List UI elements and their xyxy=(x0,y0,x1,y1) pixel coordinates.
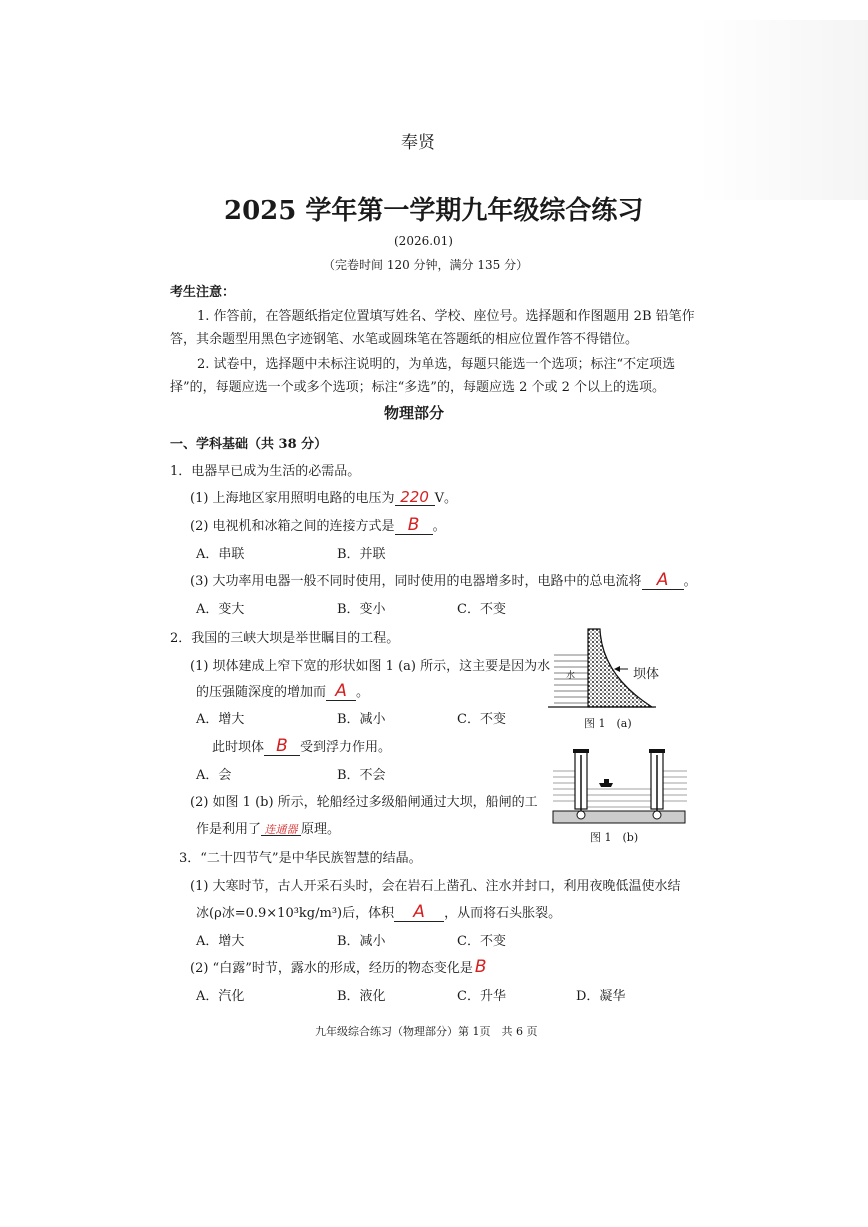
q2-s1-option-a: A．增大 xyxy=(196,712,245,727)
region-label: 奉贤 xyxy=(401,133,435,153)
q2-s1b-answer: B xyxy=(264,738,300,756)
page-footer: 九年级综合练习（物理部分）第 1页 共 6 页 xyxy=(315,1025,538,1038)
q1-s1: (1) 上海地区家用照明电路的电压为 220 V。 xyxy=(190,488,457,506)
q2-s2-line1: (2) 如图 1 (b) 所示，轮船经过多级船闸通过大坝，船闸的工 xyxy=(190,795,538,810)
q3-s2-option-b: B．液化 xyxy=(337,989,386,1004)
q2-s1-answer: A xyxy=(326,683,356,701)
q3-s2-answer: B xyxy=(474,957,487,977)
q2-s1-option-b: B．减小 xyxy=(337,712,386,727)
figure-1a-caption: 图 1 (a) xyxy=(584,717,632,730)
q3-s2-option-a: A．汽化 xyxy=(196,989,245,1004)
q2-s2-answer: 连通器 xyxy=(261,824,301,836)
figure-1a-water-label: 水 xyxy=(566,671,576,681)
q2-s1b-option-a: A．会 xyxy=(196,768,232,783)
q1-s3-option-c: C．不变 xyxy=(457,602,506,617)
exam-date: (2026.01) xyxy=(394,234,453,248)
q3-s1-option-b: B．减小 xyxy=(337,934,386,949)
notice-heading: 考生注意： xyxy=(170,285,236,300)
q1-s3: (3) 大功率用电器一般不同时使用，同时使用的电器增多时，电路中的总电流将 A 。 xyxy=(190,570,697,590)
q2-s1-line2: 的压强随深度的增加而 A 。 xyxy=(196,681,370,701)
exam-duration: （完卷时间 120 分钟，满分 135 分） xyxy=(323,258,529,272)
q3-s2: (2) “白露”时节，露水的形成，经历的物态变化是 B xyxy=(190,957,487,977)
q2-s1b-option-b: B．不会 xyxy=(337,768,386,783)
q2-s1-line1: (1) 坝体建成上窄下宽的形状如图 1 (a) 所示，这主要是因为水 xyxy=(190,659,551,674)
q3-s1-option-a: A．增大 xyxy=(196,934,245,949)
q1-s1-answer: 220 xyxy=(395,490,435,506)
figure-1b-ship-lock xyxy=(551,749,689,827)
q1-s2-option-a: A．串联 xyxy=(196,547,245,562)
q1-s3-option-b: B．变小 xyxy=(337,602,386,617)
q3-s2-option-c: C．升华 xyxy=(457,989,506,1004)
q1-stem: 1．电器早已成为生活的必需品。 xyxy=(170,464,361,479)
q3-s1-line1: (1) 大寒时节，古人开采石头时，会在岩石上凿孔、注水并封口，利用夜晚低温使水结 xyxy=(190,879,681,894)
q3-s1-option-c: C．不变 xyxy=(457,934,506,949)
q2-s2-line2: 作是利用了 连通器 原理。 xyxy=(196,822,341,837)
q1-s3-answer: A xyxy=(642,572,684,590)
q3-s1-line2: 冰(ρ冰=0.9×10³kg/m³)后，体积 A ，从而将石头胀裂。 xyxy=(196,902,562,922)
q1-s2-option-b: B．并联 xyxy=(337,547,386,562)
q1-s3-option-a: A．变大 xyxy=(196,602,245,617)
figure-1b-caption: 图 1 (b) xyxy=(590,831,639,844)
notice-p2-line1: 2. 试卷中，选择题中未标注说明的，为单选，每题只能选一个选项；标注“不定项选 xyxy=(197,357,676,372)
q2-stem: 2．我国的三峡大坝是举世瞩目的工程。 xyxy=(170,631,400,646)
section-heading: 一、学科基础（共 38 分） xyxy=(170,437,328,452)
exam-title: 2025 学年第一学期九年级综合练习 xyxy=(224,196,644,226)
figure-1a-dam-label: 坝体 xyxy=(633,667,660,682)
notice-p1-line2: 答，其余题型用黑色字迹钢笔、水笔或圆珠笔在答题纸的相应位置作答不得错位。 xyxy=(170,332,639,347)
part-title: 物理部分 xyxy=(384,404,445,422)
q1-s2-answer: B xyxy=(395,517,433,535)
scan-shadow xyxy=(698,20,868,200)
q2-s1b: 此时坝体 B 受到浮力作用。 xyxy=(212,736,392,756)
q2-s1-option-c: C．不变 xyxy=(457,712,506,727)
q3-s2-option-d: D．凝华 xyxy=(576,989,626,1004)
q3-s1-answer: A xyxy=(394,904,444,922)
q1-s2: (2) 电视机和冰箱之间的连接方式是 B 。 xyxy=(190,515,446,535)
notice-p1-line1: 1. 作答前，在答题纸指定位置填写姓名、学校、座位号。选择题和作图题用 2B 铅笔作 xyxy=(197,309,695,324)
notice-p2-line2: 择”的，每题应选一个或多个选项；标注“多选”的，每题应选 2 个或 2 个以上的选项。 xyxy=(170,380,666,395)
q3-stem: 3．“二十四节气”是中华民族智慧的结晶。 xyxy=(179,851,422,866)
